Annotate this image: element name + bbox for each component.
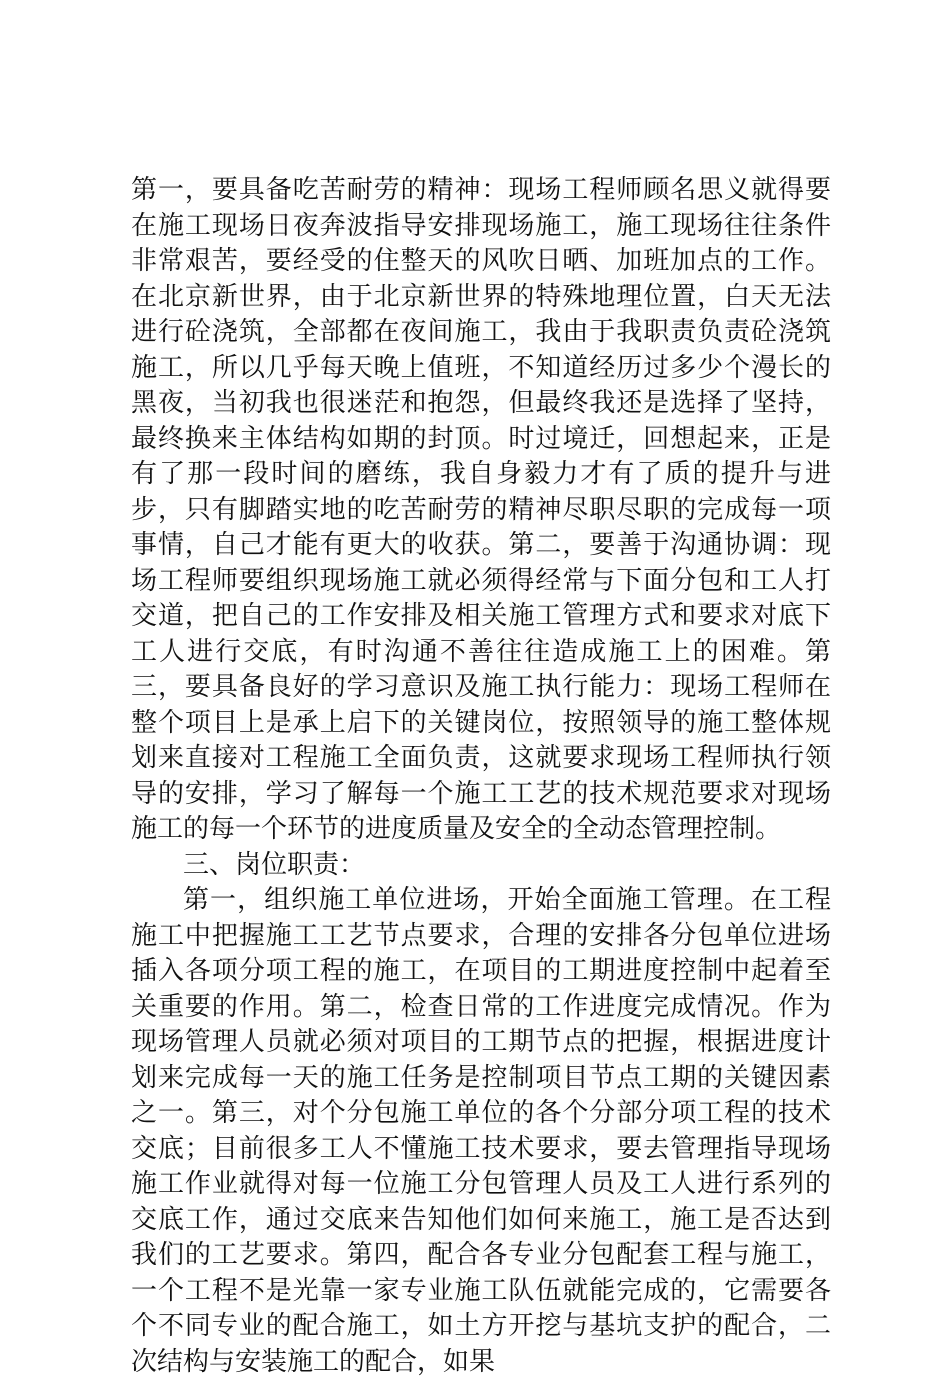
document-body xyxy=(131,173,831,1380)
paragraph-work-qualities: 第一，要具备吃苦耐劳的精神：现场工程师顾名思义就得要在施工现场日夜奔波指导安排现场施工，施工现场往往条件非常艰苦，要经受的住整天的风吹日晒、加班加点的工作。在北京新世界，由于北京新世界的特殊地理位置，白天无法进行砼浇筑，全部都在夜间施工，我由于我职责负责砼浇筑施工，所以几乎每天晚上值班，不知道经历过多少个漫长的黑夜，当初我也很迷茫和抱怨，但最终我还是选择了坚持，最终换来主体结构如期的封顶。时过境迁，回想起来，正是有了那一段时间的磨练，我自身毅力才有了质的提升与进步，只有脚踏实地的吃苦耐劳的精神尽职尽职的完成每一项事情，自己才能有更大的收获。第二，要善于沟通协调：现场工程师要组织现场施工就必须得经常与下面分包和工人打交道，把自己的工作安排及相关施工管理方式和要求对底下工人进行交底，有时沟通不善往往造成施工上的困难。第三，要具备良好的学习意识及施工执行能力：现场工程师在整个项目上是承上启下的关键岗位，按照领导的施工整体规划来直接对工程施工全面负责，这就要求现场工程师执行领导的安排，学习了解每一个施工工艺的技术规范要求对现场施工的每一个环节的进度质量及安全的全动态管理控制。 xyxy=(131,175,831,844)
section-heading-job-duties: 三、岗位职责： xyxy=(183,849,366,880)
paragraph-job-duties: 第一，组织施工单位进场，开始全面施工管理。在工程施工中把握施工工艺节点要求，合理的安排各分包单位进场插入各项分项工程的施工，在项目的工期进度控制中起着至关重要的作用。第二，检查日常的工作进度完成情况。作为现场管理人员就必须对项目的工期节点的把握，根据进度计划来完成每一天的施工任务是控制项目节点工期的关键因素之一。第三，对个分包施工单位的各个分部分项工程的技术交底；目前很多工人不懂施工技术要求，要去管理指导现场施工作业就得对每一位施工分包管理人员及工人进行系列的交底工作，通过交底来告知他们如何来施工，施工是否达到我们的工艺要求。第四，配合各专业分包配套工程与施工，一个工程不是光靠一家专业施工队伍就能完成的，它需要各个不同专业的配合施工，如土方开挖与基坑支护的配合，二次结构与安装施工的配合，如果 xyxy=(131,885,831,1377)
